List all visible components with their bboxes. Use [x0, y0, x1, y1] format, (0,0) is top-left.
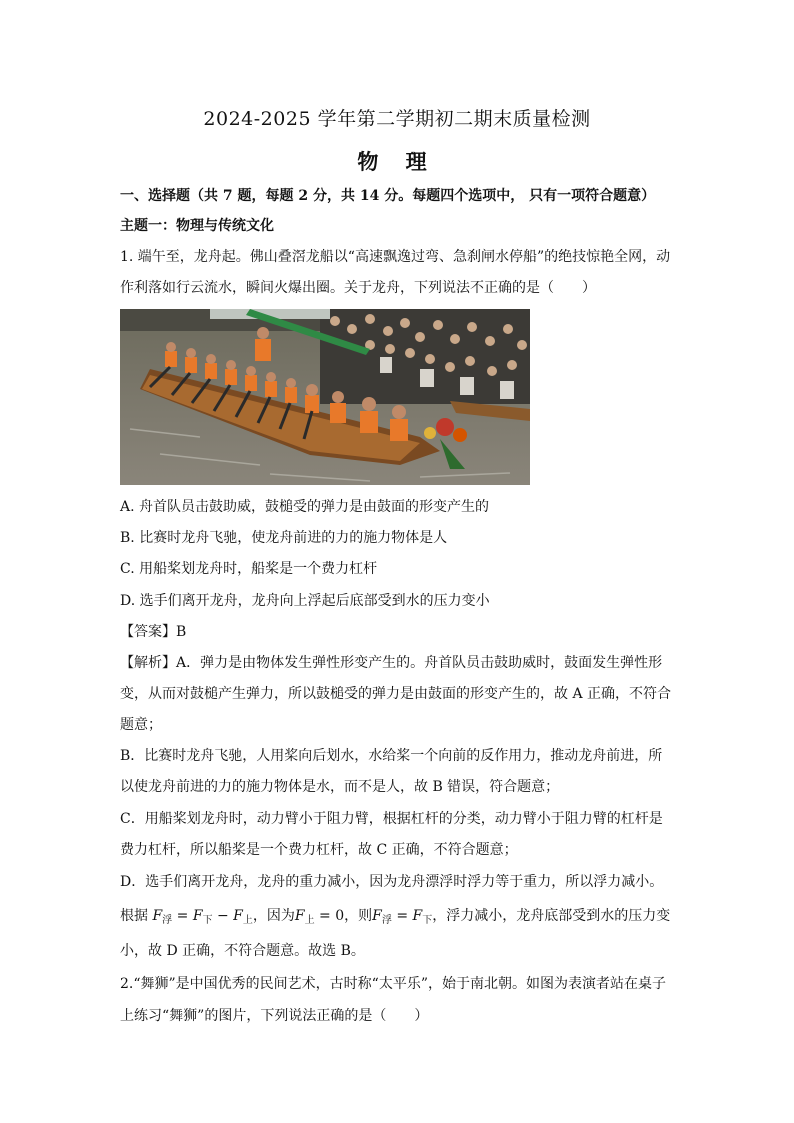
- q2-stem-line1: 2.“舞狮”是中国优秀的民间艺术，古时称“太平乐”，始于南北朝。如图为表演者站在桌子: [120, 976, 666, 992]
- section-heading: 一、选择题（共 7 题，每题 2 分，共 14 分。每题四个选项中， 只有一项符合题意）: [120, 188, 656, 204]
- q1-analysis-line: B．比赛时龙舟飞驰，人用桨向后划水，水给桨一个向前的反作用力，推动龙舟前进，所: [120, 748, 663, 764]
- q1-stem-line2: 作利落如行云流水，瞬间火爆出圈。关于龙舟，下列说法不正确的是（ ）: [120, 280, 596, 296]
- q1-option-b: B. 比赛时龙舟飞驰，使龙舟前进的力的施力物体是人: [120, 530, 448, 546]
- q1-analysis-line: D．选手们离开龙舟，龙舟的重力减小，因为龙舟漂浮时浮力等于重力，所以浮力减小。: [120, 874, 664, 890]
- q1-analysis-line: 以使龙舟前进的力的施力物体是水，而不是人，故 B 错误，符合题意；: [120, 779, 560, 795]
- q1-option-a: A. 舟首队员击鼓助威，鼓槌受的弹力是由鼓面的形变产生的: [120, 499, 490, 515]
- dragon-boat-photo: [120, 309, 530, 485]
- q1-analysis-line: 变，从而对鼓槌产生弹力，所以鼓槌受的弹力是由鼓面的形变产生的，故 A 正确，不符合: [120, 686, 672, 702]
- q1-analysis-line: 费力杠杆，所以船桨是一个费力杠杆，故 C 正确，不符合题意；: [120, 842, 518, 858]
- subject-title: 物 理: [357, 149, 437, 174]
- q1-option-c: C. 用船桨划龙舟时，船桨是一个费力杠杆: [120, 561, 378, 577]
- q2-stem-line2: 上练习“舞狮”的图片，下列说法正确的是（ ）: [120, 1008, 429, 1024]
- q1-analysis-line: 【解析】A．弹力是由物体发生弹性形变产生的。舟首队员击鼓助威时，鼓面发生弹性形: [120, 655, 663, 671]
- q1-stem-line1: 1. 端午至，龙舟起。佛山叠滘龙船以“高速飘逸过弯、急刹闸水停船”的绝技惊艳全网，动: [120, 249, 671, 265]
- q1-analysis-line: 题意；: [120, 717, 162, 733]
- theme-heading: 主题一：物理与传统文化: [120, 218, 274, 234]
- page-title: 2024-2025 学年第二学期初二期末质量检测: [203, 108, 591, 130]
- q1-formula-line: 根据 $F_浮 = F_下 - F_上$，因为$F_上 = 0$，则$F_浮 = F_下$，浮力减小，龙舟底部受到水的压力变: [120, 908, 671, 926]
- q1-conclusion: 小，故 D 正确，不符合题意。故选 B。: [120, 943, 365, 959]
- q1-analysis-line: C．用船桨划龙舟时，动力臂小于阻力臂，根据杠杆的分类，动力臂小于阻力臂的杠杆是: [120, 811, 663, 827]
- q1-option-d: D. 选手们离开龙舟，龙舟向上浮起后底部受到水的压力变小: [120, 593, 490, 609]
- q1-answer: 【答案】B: [120, 624, 187, 640]
